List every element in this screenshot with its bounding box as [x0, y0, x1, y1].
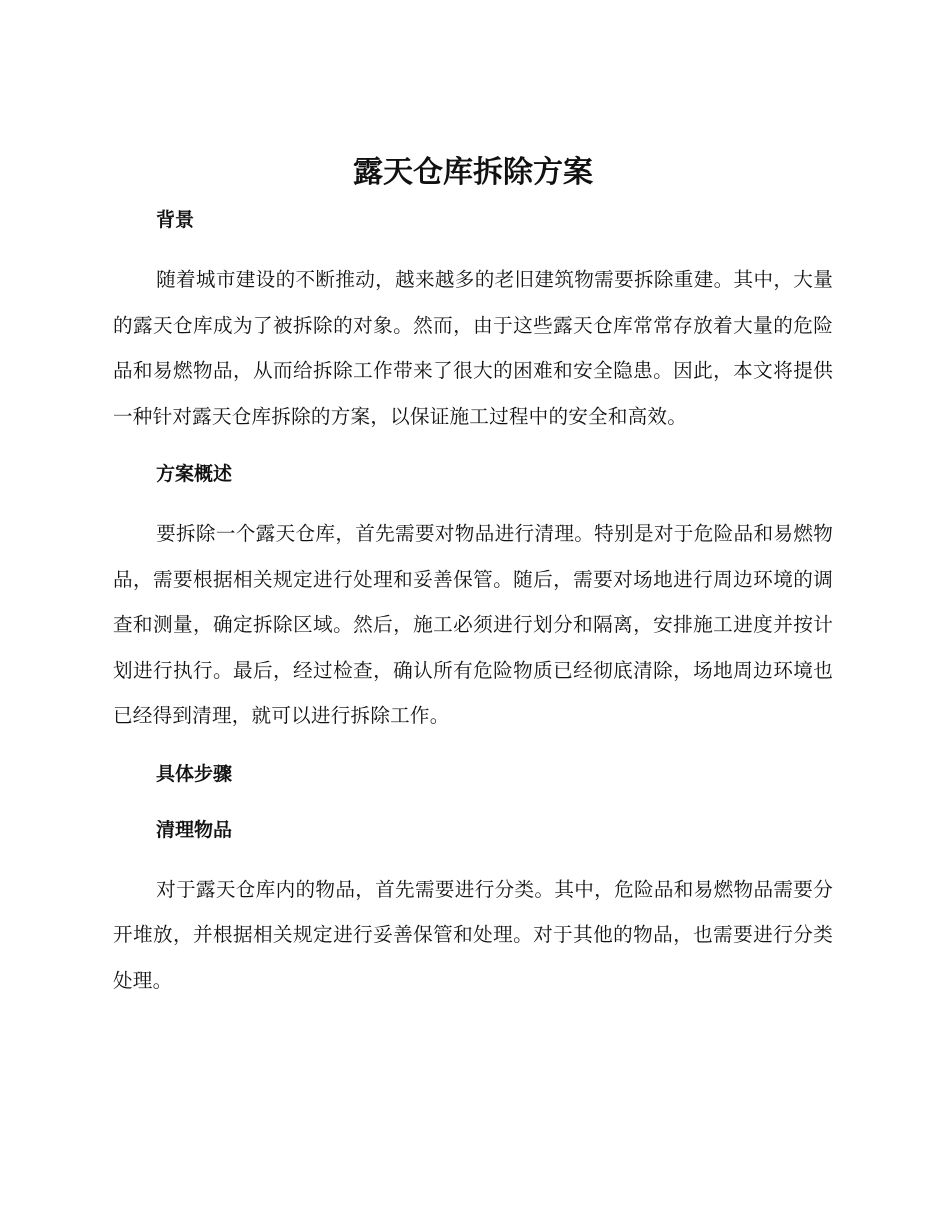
document-page [113, 148, 833, 1003]
section-paragraph-clear-items: 对于露天仓库内的物品，首先需要进行分类。其中，危险品和易燃物品需要分开堆放，并根据相关规定进行妥善保管和处理。对于其他的物品，也需要进行分类处理。 [113, 877, 833, 992]
section-heading-background: 背景 [156, 209, 195, 231]
section-heading-clear-items: 清理物品 [156, 818, 233, 841]
section-paragraph-background: 随着城市建设的不断推动，越来越多的老旧建筑物需要拆除重建。其中，大量的露天仓库成为了被拆除的对象。然而，由于这些露天仓库常常存放着大量的危险品和易燃物品，从而给拆除工作带来了很大的困难和安全隐患。因此，本文将提供一种针对露天仓库拆除的方案，以保证施工过程中的安全和高效。 [113, 268, 833, 428]
section-heading-overview: 方案概述 [156, 463, 233, 485]
section-paragraph-overview: 要拆除一个露天仓库，首先需要对物品进行清理。特别是对于危险品和易燃物品，需要根据相关规定进行处理和妥善保管。随后，需要对场地进行周边环境的调查和测量，确定拆除区域。然后，施工必须进行划分和隔离，安排施工进度并按计划进行执行。最后，经过检查，确认所有危险物质已经彻底清除，场地周边环境也已经得到清理，就可以进行拆除工作。 [113, 522, 833, 727]
document-title: 露天仓库拆除方案 [353, 155, 593, 190]
section-heading-steps: 具体步骤 [156, 762, 233, 785]
